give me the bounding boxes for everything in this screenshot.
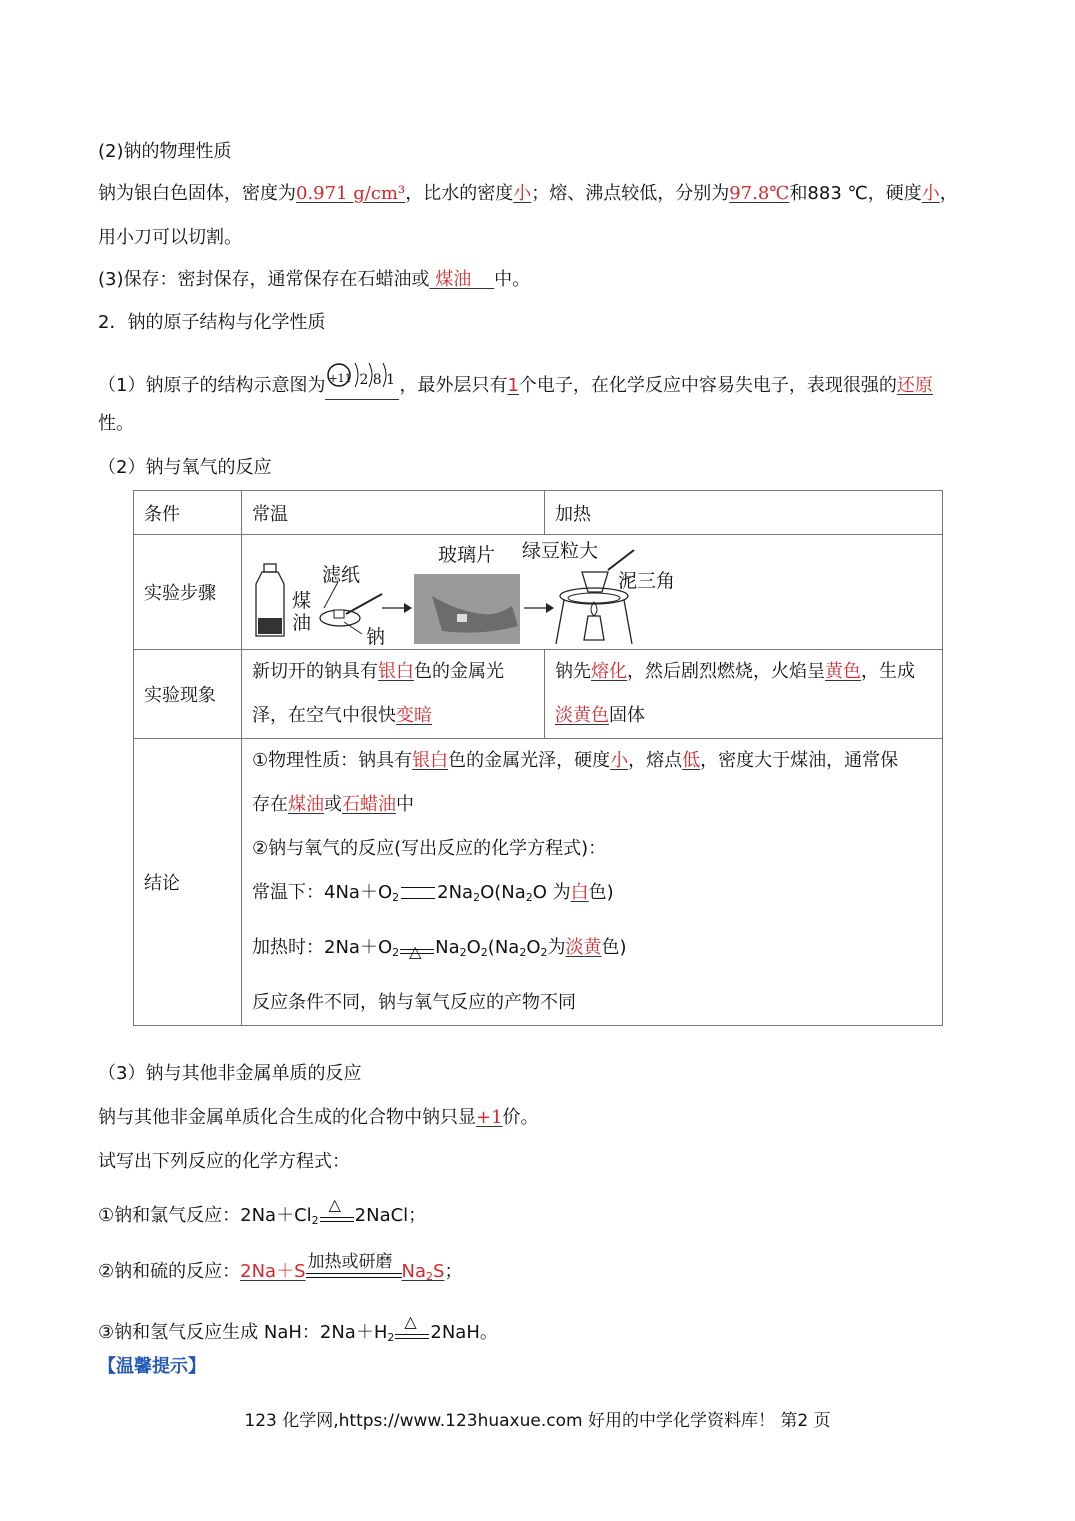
- tip-heading: 【温馨提示】: [98, 1356, 206, 1377]
- section-title-physical: (2)钠的物理性质: [98, 141, 232, 162]
- equation-sulfur: [98, 1252, 463, 1290]
- conclusion-equation-prompt: ②钠与氧气的反应(写出反应的化学方程式)：: [252, 838, 607, 859]
- text: 钠与其他非金属单质化合生成的化合物中钠只显: [98, 1107, 476, 1128]
- answer-hardness: 小: [921, 183, 940, 204]
- text: 2NaH。: [430, 1322, 498, 1343]
- answer-low-mp: 低: [682, 750, 701, 771]
- text: ；: [444, 1261, 463, 1282]
- label-kerosene-2: 油: [292, 611, 312, 634]
- answer-sulfur-lhs: 2Na＋S: [240, 1261, 306, 1282]
- answer-valence: +1: [476, 1107, 503, 1128]
- text: ③钠和氢气反应生成 NaH：2Na＋H: [98, 1322, 388, 1343]
- text: 2NaCl；: [354, 1205, 427, 1226]
- answer-density: 0.971 g/cm³: [296, 183, 406, 204]
- answer-kerosene: 煤油: [435, 269, 472, 290]
- equation-chlorine: ①钠和氯气反应：$2Na+Cl_2$ △ 2NaCl；: [98, 1195, 427, 1227]
- paragraph-storage: [98, 267, 530, 293]
- answer-darkens: 变暗: [396, 705, 432, 726]
- answer-white: 白: [570, 882, 589, 903]
- table-label-phenomena: 实验现象: [134, 650, 242, 739]
- experiment-illustration: [242, 535, 943, 650]
- answer-silver-white-2: 银白: [412, 750, 449, 771]
- answer-pale-yellow: 淡黄色: [555, 705, 609, 726]
- paragraph-cut: 用小刀可以切割。: [98, 227, 242, 248]
- paragraph-valence: [98, 1105, 539, 1131]
- equation-heating: 加热时：$2Na+O_2$ △ $Na_2O_2(Na_2O_2$为淡黄色): [252, 937, 627, 961]
- text: 钠为银白色固体，密度为: [98, 183, 296, 204]
- section-title-nonmetal: （3）钠与其他非金属单质的反应: [98, 1063, 362, 1084]
- label-clay-triangle: 泥三角: [618, 569, 676, 592]
- table-row-steps: [134, 535, 943, 650]
- table-label-steps: 实验步骤: [134, 535, 242, 650]
- table-row-phenomena: [134, 650, 943, 739]
- table-label-conclusion: 结论: [134, 739, 242, 1026]
- answer-reducing: 还原: [896, 375, 933, 396]
- equation-hydrogen: ③钠和氢气反应生成 NaH：$2Na+H_2$ △ 2NaH。: [98, 1312, 498, 1344]
- text: ①钠和氯气反应：2Na＋Cl: [98, 1205, 312, 1226]
- label-sodium: 钠: [366, 625, 386, 648]
- reaction-condition: [306, 1252, 402, 1285]
- sodium-oxygen-table: [133, 490, 943, 1026]
- section-title-atomic: 2．钠的原子结构与化学性质: [98, 312, 326, 333]
- illustration-canvas: [242, 536, 942, 649]
- answer-melts: 熔化: [591, 661, 627, 682]
- paragraph-write-equations: 试写出下列反应的化学方程式：: [98, 1151, 350, 1172]
- conclusion-summary: 反应条件不同，钠与氧气反应的产物不同: [252, 992, 576, 1013]
- paragraph-atom-structure-end: 性。: [98, 413, 134, 434]
- label-filter-paper: 滤纸: [322, 563, 361, 586]
- paragraph-physical-properties: [98, 181, 958, 207]
- answer-paraffin: 石蜡油: [342, 794, 396, 815]
- condition-text: 加热或研磨: [307, 1252, 393, 1272]
- label-kerosene-1: 煤: [292, 589, 312, 612]
- page-footer: 123 化学网,https://www.123huaxue.com 好用的中学化学资料库！ 第2 页: [244, 1411, 831, 1431]
- answer-hardness-small: 小: [610, 750, 629, 771]
- text: ；熔、沸点较低，分别为: [531, 183, 730, 204]
- text: 和883 ℃，硬度: [789, 183, 922, 204]
- atom-diagram: [325, 373, 399, 400]
- paragraph-atom-structure: [98, 373, 933, 400]
- equation-room-temp: 常温下：$4Na+O_2$ $2Na_2O(Na_2O$ 为白色): [252, 882, 614, 904]
- answer-kerosene-2: 煤油: [288, 794, 324, 815]
- label-bean-size: 绿豆粒大: [522, 539, 599, 562]
- table-header-heating: 加热: [545, 491, 943, 535]
- atom-shell-counts: 2 8 1: [359, 372, 396, 388]
- table-row-conclusion: [134, 739, 943, 1026]
- table-header-room-temp: 常温: [242, 491, 545, 535]
- atom-nucleus: +11: [328, 372, 352, 385]
- label-glass-slide: 玻璃片: [438, 543, 496, 566]
- table-row-header: [134, 491, 943, 535]
- section-title-oxygen: （2）钠与氧气的反应: [98, 457, 272, 478]
- text: 个电子，在化学反应中容易失电子，表现很强的: [518, 375, 897, 396]
- table-header-condition: 条件: [134, 491, 242, 535]
- text: ，: [939, 183, 958, 204]
- answer-electron-count: 1: [507, 375, 519, 396]
- text: （1）钠原子的结构示意图为: [98, 375, 326, 396]
- answer-silver-white: 银白: [378, 661, 414, 682]
- text: ，最外层只有: [399, 375, 508, 396]
- answer-melting-point: 97.8℃: [729, 183, 790, 204]
- text: ，比水的密度: [405, 183, 514, 204]
- text: 价。: [502, 1107, 539, 1128]
- text: ②钠和硫的反应：: [98, 1261, 241, 1282]
- answer-yellow: 黄色: [825, 661, 861, 682]
- text: 中。: [494, 269, 531, 290]
- answer-density-compare: 小: [513, 183, 532, 204]
- phenomena-heating: 钠先熔化，然后剧烈燃烧，火焰呈黄色，生成 淡黄色固体: [545, 650, 943, 739]
- answer-pale-yellow-2: 淡黄: [565, 937, 602, 958]
- text: (3)保存：密封保存，通常保存在石蜡油或: [98, 269, 430, 290]
- conclusion-content: ①物理性质：钠具有银白色的金属光泽，硬度小，熔点低，密度大于煤油，通常保 存在煤油或石蜡油中 ②钠与氧气的反应(写出反应的化学方程式)： 常温下：$4Na+O_2$ $2Na_2O(Na_2O$ 为白色) 加热时：$2Na+O_2$ △ $Na_2O_2(Na_2O_2$为淡黄色) 反应条件不同，钠与氧气反应的产物不同: [242, 739, 943, 1026]
- answer-sulfur-rhs: $Na_2S$: [401, 1261, 445, 1283]
- phenomena-room-temp: 新切开的钠具有银白色的金属光 泽，在空气中很快变暗: [242, 650, 545, 739]
